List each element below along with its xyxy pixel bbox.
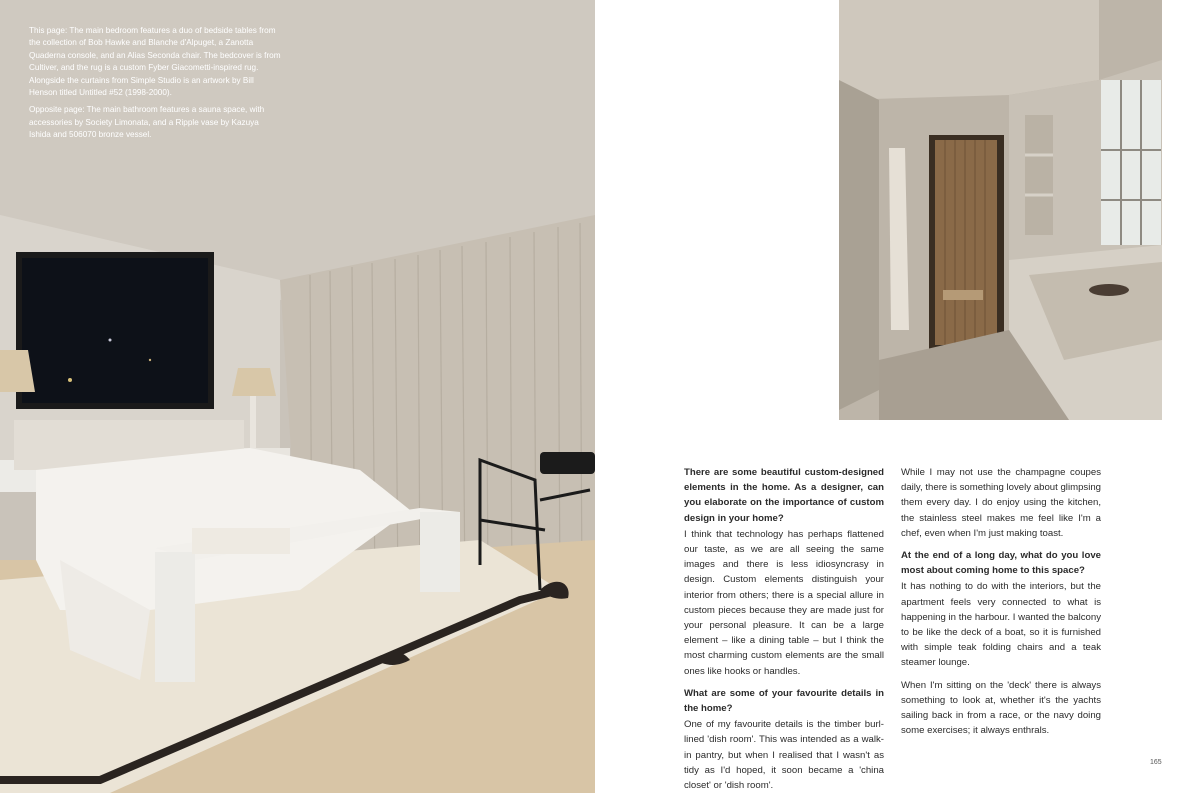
question-3: At the end of a long day, what do you love most about coming home to this space? xyxy=(901,550,1101,577)
bathroom-photo xyxy=(839,0,1162,420)
question-2: What are some of your favourite details in the home? xyxy=(684,687,884,715)
caption-opposite-page: Opposite page: The main bathroom features a sauna space, with accessories by Society Limonata, and a Ripple vase by Kazuya Ishida and 506070 bronze vessel. xyxy=(29,105,265,140)
answer-1: I think that technology has perhaps flattened our taste, as we are all seeing the same images and there is less idiosyncrasy in design. Custom elements distinguish your interior from others; there is a special allure in custom pieces because they are made just for your personal pleasure. It can be a large element – like a dining table – but I think the most charming custom elements are the small ones like hooks or handles. xyxy=(684,528,884,677)
answer-3b: When I'm sitting on the 'deck' there is always something to look at, whether it's the yachts sailing back in from a race, or the navy doing some exercises; it always enthrals. xyxy=(901,679,1101,737)
question-1: There are some beautiful custom-designed elements in the home. As a designer, can you elaborate on the importance of custom design in your home? xyxy=(684,467,884,524)
bathroom-illustration xyxy=(839,0,1162,420)
page-number: 165 xyxy=(1150,759,1162,766)
answer-2b: While I may not use the champagne coupes daily, there is something lovely about glimpsing them every day. I do enjoy using the kitchen, the stainless steel makes me feel like I'm a chef, even when I'm just making toast. xyxy=(901,467,1101,539)
article-column-2 xyxy=(901,465,1101,745)
photo-caption xyxy=(29,25,281,147)
article-page xyxy=(595,0,1190,793)
article-column-1 xyxy=(684,465,884,793)
answer-3: It has nothing to do with the interiors, but the apartment feels very connected to what is happening in the harbour. I wanted the balcony to be like the deck of a boat, so it is furnished with simple teak folding chairs and a teak steamer lounge. xyxy=(901,581,1101,669)
answer-2: One of my favourite details is the timber burl-lined 'dish room'. This was intended as a walk-in pantry, but when I realised that I wasn't as tidy as I'd hoped, it soon became a 'china closet' or 'dish room'. xyxy=(684,719,884,792)
caption-this-page: This page: The main bedroom features a duo of bedside tables from the collection of Bob Hawke and Blanche d'Alpuget, a Zanotta Quaderna console, and an Alias Seconda chair. The bedcover is from Cultiver, and the rug is a custom Fyber Giacometti-inspired rug. Alongside the curtains from Simple Studio is an artwork by Bill Henson titled Untitled #52 (1998-2000). xyxy=(29,26,281,98)
